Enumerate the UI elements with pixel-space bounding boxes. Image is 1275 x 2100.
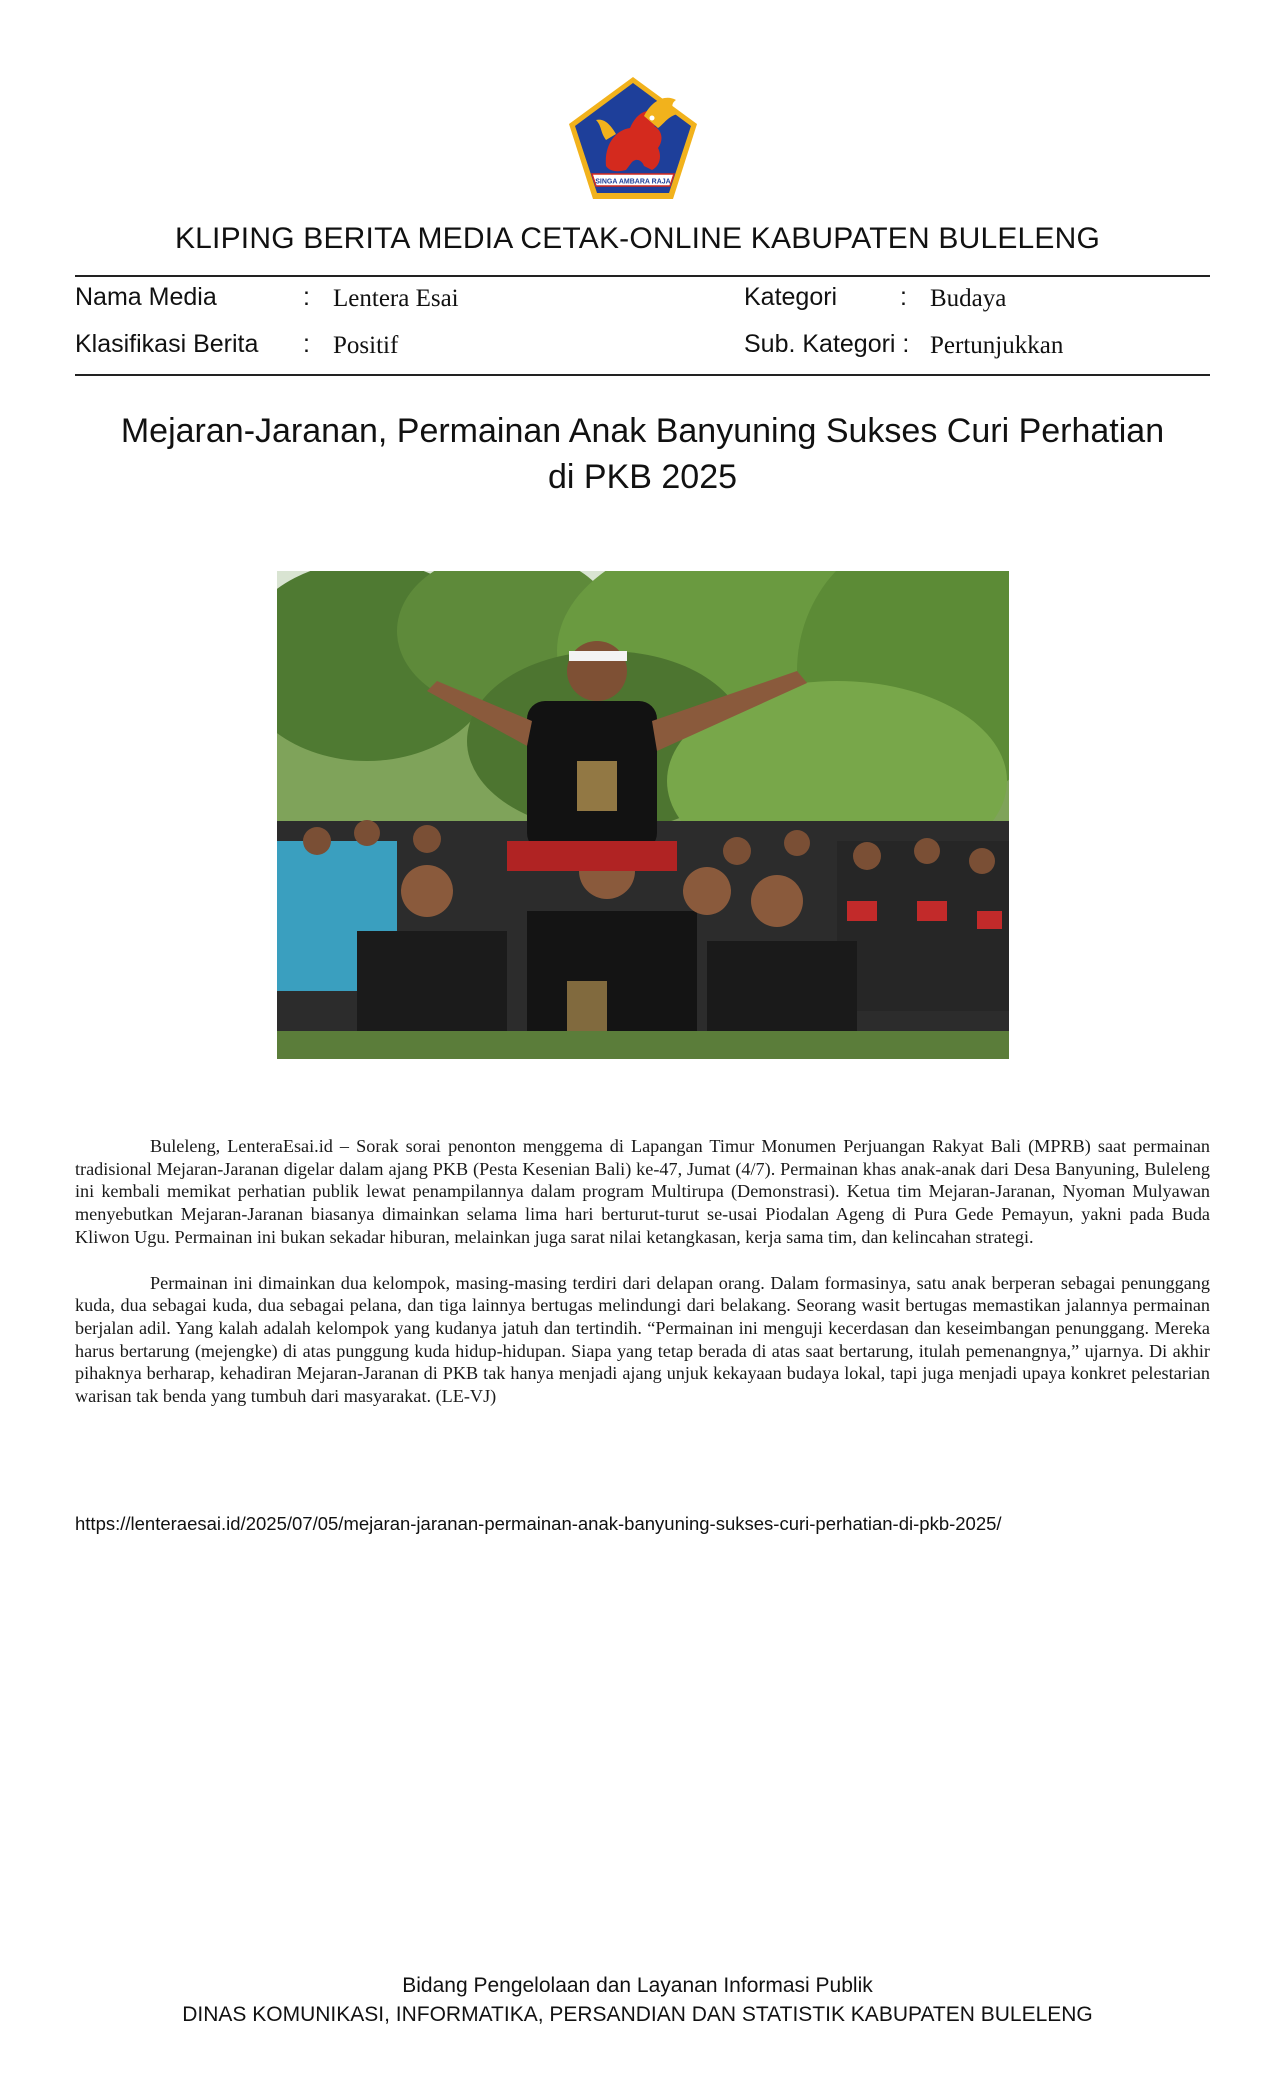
klasifikasi-label: Klasifikasi Berita [75,330,259,358]
article-body [75,1135,1210,1431]
klasifikasi-separator: : [303,330,310,358]
source-url-link[interactable]: https://lenteraesai.id/2025/07/05/mejaran-jaranan-permainan-anak-banyuning-sukses-curi-perhatian-di-pkb-2025/ [75,1513,1002,1534]
header-title: KLIPING BERITA MEDIA CETAK-ONLINE KABUPATEN BULELENG [174,222,1101,255]
regency-logo [566,74,700,202]
article-title-line1: Mejaran-Jaranan, Permainan Anak Banyuning Sukses Curi Perhatian [120,412,1165,450]
header-rule-top [75,275,1210,277]
klasifikasi-value: Positif [333,332,399,359]
kategori-label: Kategori [744,283,838,311]
footer-line1: Bidang Pengelolaan dan Layanan Informasi Publik [402,1974,873,1997]
media-label: Nama Media [75,283,217,311]
header-rule-bottom [75,374,1210,376]
subkategori-label: Sub. Kategori : [744,330,910,358]
article-photo [277,571,1009,1059]
media-value: Lentera Esai [333,285,459,312]
kategori-value: Budaya [930,285,1007,312]
article-paragraph: Buleleng, LenteraEsai.id – Sorak sorai penonton menggema di Lapangan Timur Monumen Perjuangan Rakyat Bali (MPRB) saat permainan tradisional Mejaran-Jaranan digelar dalam ajang PKB (Pesta Kesenian Bali) ke-47, Jumat (4/7). Permainan khas anak-anak dari Desa Banyuning, Buleleng ini kembali memikat perhatian publik lewat penampilannya dalam program Multirupa (Demonstrasi). Ketua tim Mejaran-Jaranan, Nyoman Mulyawan menyebutkan Mejaran-Jaranan biasanya dimainkan selama lima hari berturut-turut se-usai Piodalan Ageng di Pura Gede Pemayun, yakni pada Buda Kliwon Ugu. Permainan ini bukan sekadar hiburan, melainkan juga sarat nilai ketangkasan, kerja sama tim, dan kelincahan strategi. [75,1136,1210,1247]
subkategori-value: Pertunjukkan [930,332,1064,359]
media-separator: : [303,283,310,311]
footer-line2: DINAS KOMUNIKASI, INFORMATIKA, PERSANDIAN DAN STATISTIK KABUPATEN BULELENG [182,2003,1093,2026]
article-title-line2: di PKB 2025 [547,458,738,496]
logo-caption: SINGA AMBARA RAJA [595,178,671,186]
article-title [75,408,1210,500]
article-paragraph: Permainan ini dimainkan dua kelompok, masing-masing terdiri dari delapan orang. Dalam formasinya, satu anak berperan sebagai penunggang kuda, dua sebagai kuda, dua sebagai pelana, dan tiga lainnya bertugas melindungi dari belakang. Seorang wasit bertugas memastikan jalannya permainan berjalan adil. Yang kalah adalah kelompok yang kudanya jatuh dan tertindih. “Permainan ini menguji kecerdasan dan keseimbangan penunggang. Mereka harus bertarung (mejengke) di atas punggung kuda hidup-hidupan. Siapa yang tetap berada di atas saat bertarung, itulah pemenangnya,” ujarnya. Di akhir pihaknya berharap, kehadiran Mejaran-Jaranan di PKB tak hanya menjadi ajang unjuk kekayaan budaya lokal, tapi juga menjadi upaya konkret pelestarian warisan tak benda yang tumbuh dari masyarakat. (LE-VJ) [75,1272,1210,1407]
kategori-separator: : [900,283,907,311]
